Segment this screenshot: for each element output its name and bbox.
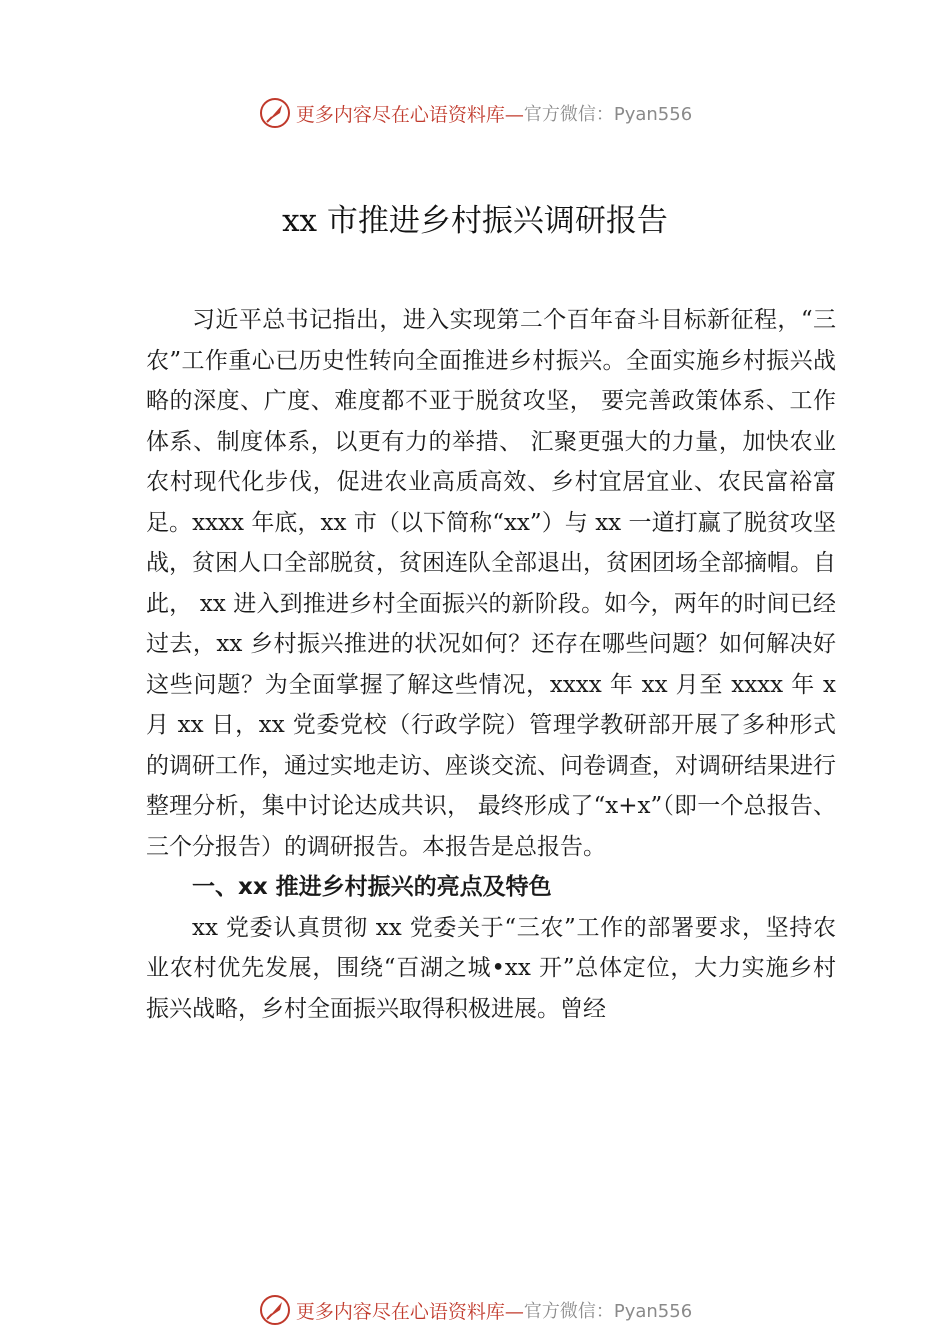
section-heading: 一、xx 推进乡村振兴的亮点及特色: [192, 874, 552, 900]
paragraph-section-1: xx 党委认真贯彻 xx 党委关于“三农”工作的部署要求，坚持农业农村优先发展，围绕“百湖之城•xx 开”总体定位，大力实施乡村振兴战略，乡村全面振兴取得积极进展。曾经: [146, 914, 836, 1022]
footer-wechat-text: 官方微信：Pyan556: [523, 1301, 693, 1322]
document-title: xx 市推进乡村振兴调研报告: [282, 203, 668, 239]
quill-logo-icon: [258, 1293, 292, 1327]
footer-banner: [0, 1293, 950, 1327]
banner-wechat-text: 官方微信：Pyan556: [523, 104, 693, 125]
header-banner: [0, 96, 950, 130]
banner-red-text: 更多内容尽在心语资料库—: [295, 103, 524, 126]
document-body: [146, 300, 836, 1029]
quill-logo-icon: [258, 96, 292, 130]
paragraph-intro: 习近平总书记指出，进入实现第二个百年奋斗目标新征程，“三农”工作重心已历史性转向全面推进乡村振兴。全面实施乡村振兴战略的深度、广度、难度都不亚于脱贫攻坚， 要完善政策体系、工作体系、制度体系，以更有力的举措、 汇聚更强大的力量，加快农业农村现代化步伐，促进农业高质高效、乡村宜居宜业、农民富裕富足。xxxx 年底，xx 市（以下简称“xx”）与 xx 一道打赢了脱贫攻坚战，贫困人口全部脱贫，贫困连队全部退出，贫困团场全部摘帽。自此， xx 进入到推进乡村全面振兴的新阶段。如今，两年的时间已经过去，xx 乡村振兴推进的状况如何？还存在哪些问题？如何解决好这些问题？为全面掌握了解这些情况，xxxx 年 xx 月至 xxxx 年 x 月 xx 日，xx 党委党校（行政学院）管理学教研部开展了多种形式的调研工作，通过实地走访、座谈交流、问卷调查，对调研结果进行整理分析，集中讨论达成共识， 最终形成了“x+x”（即一个总报告、三个分报告）的调研报告。本报告是总报告。: [146, 307, 836, 860]
footer-red-text: 更多内容尽在心语资料库—: [295, 1300, 524, 1323]
